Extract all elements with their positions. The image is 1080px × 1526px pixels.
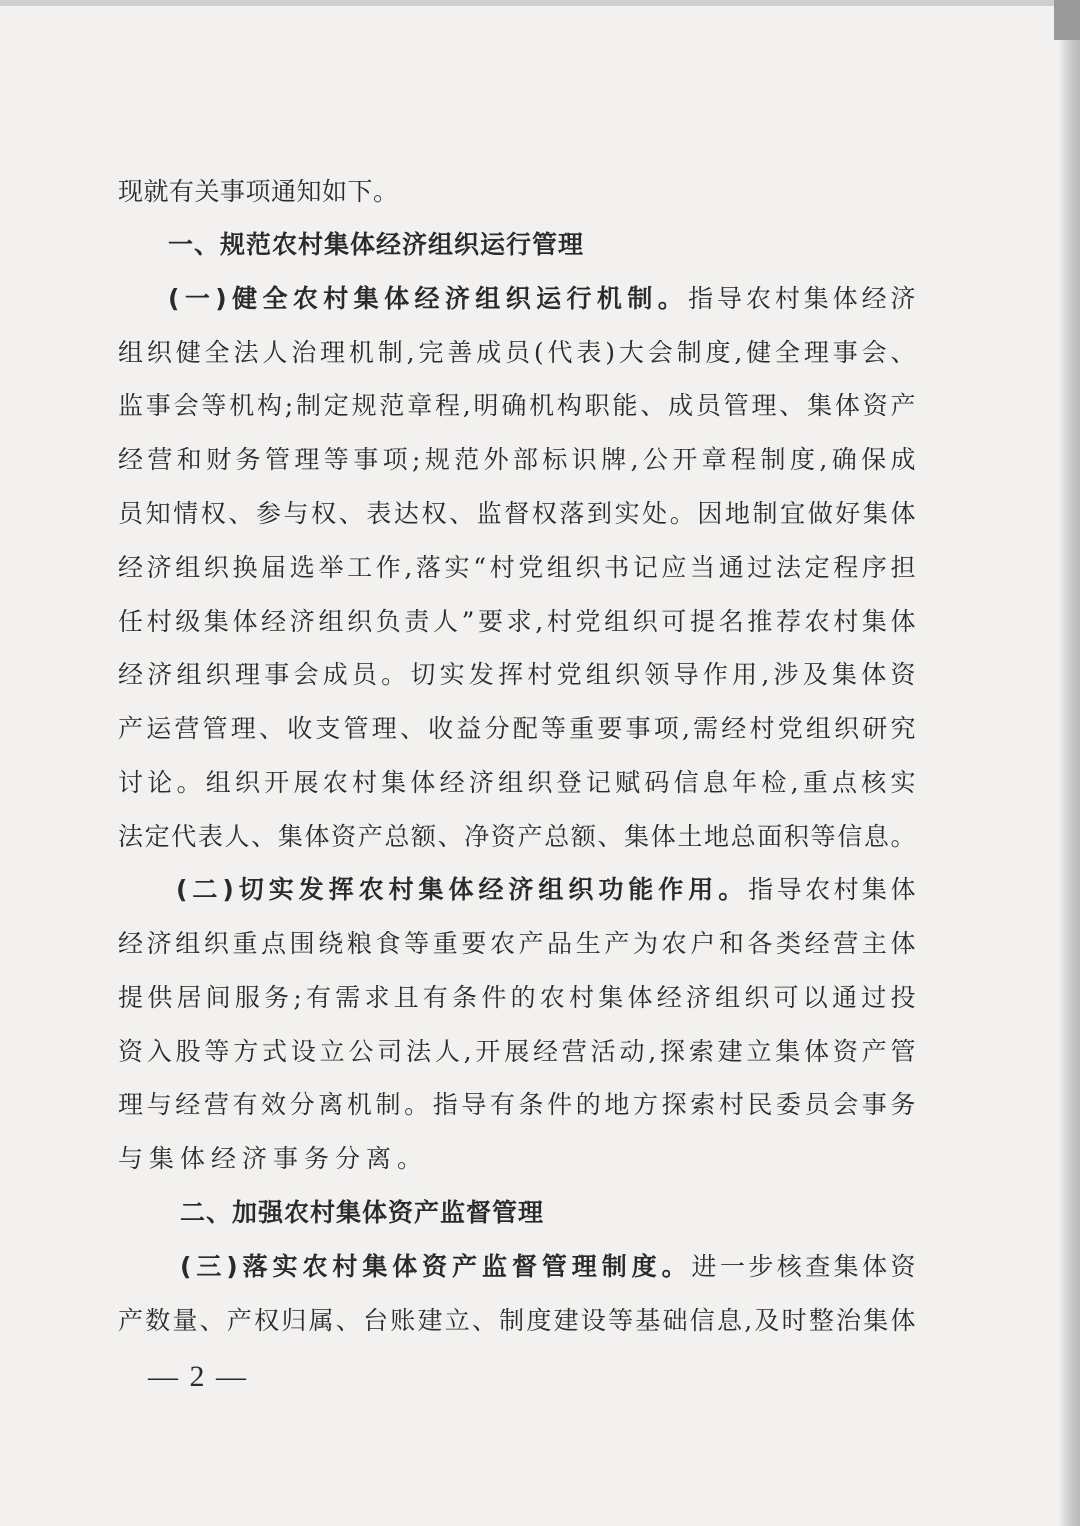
section-heading-1: 一、规范农村集体经济组织运行管理	[168, 230, 585, 259]
paragraph-1-lead: 指导农村集体经济	[688, 284, 916, 313]
paragraph-1-line: 任村级集体经济组织负责人”要求,村党组织可提名推荐农村集体	[118, 607, 916, 636]
page-corner-shadow	[1054, 0, 1080, 40]
subsection-title-1: (一)健全农村集体经济组织运行机制。	[168, 284, 689, 313]
paragraph-2-line: 提供居间服务;有需求且有条件的农村集体经济组织可以通过投	[118, 983, 916, 1012]
paragraph-1-line: 法定代表人、集体资产总额、净资产总额、集体土地总面积等信息。	[118, 822, 916, 851]
section-heading-2: 二、加强农村集体资产监督管理	[180, 1198, 545, 1227]
paragraph-3-lead: 进一步核查集体资	[691, 1252, 916, 1281]
paragraph-2-first-line	[176, 872, 916, 908]
paragraph-1-first-line	[168, 281, 916, 317]
paragraph-2-line: 理与经营有效分离机制。指导有条件的地方探索村民委员会事务	[118, 1090, 916, 1119]
paragraph-1-line: 经营和财务管理等事项;规范外部标识牌,公开章程制度,确保成	[118, 445, 916, 474]
paragraph-1-line: 组织健全法人治理机制,完善成员(代表)大会制度,健全理事会、	[118, 338, 916, 367]
paragraph-2-lead: 指导农村集体	[748, 875, 916, 904]
paragraph-1-line: 经济组织换届选举工作,落实“村党组织书记应当通过法定程序担	[118, 553, 916, 582]
paragraph-3-line: 产数量、产权归属、台账建立、制度建设等基础信息,及时整治集体	[118, 1306, 916, 1335]
paragraph-1-line: 经济组织理事会成员。切实发挥村党组织领导作用,涉及集体资	[118, 660, 916, 689]
subsection-title-2: (二)切实发挥农村集体经济组织功能作用。	[176, 875, 749, 904]
paragraph-2-line: 资入股等方式设立公司法人,开展经营活动,探索建立集体资产管	[118, 1037, 916, 1066]
page-top-edge	[0, 0, 1060, 6]
paragraph-3-first-line	[180, 1249, 916, 1285]
intro-line: 现就有关事项通知如下。	[118, 177, 399, 206]
subsection-title-3: (三)落实农村集体资产监督管理制度。	[180, 1252, 692, 1281]
paragraph-1-line: 员知情权、参与权、表达权、监督权落到实处。因地制宜做好集体	[118, 499, 916, 528]
paragraph-1-line: 监事会等机构;制定规范章程,明确机构职能、成员管理、集体资产	[118, 391, 916, 420]
paragraph-1-line: 产运营管理、收支管理、收益分配等重要事项,需经村党组织研究	[118, 714, 916, 743]
page-number: — 2 —	[148, 1360, 248, 1393]
paragraph-2-line: 与集体经济事务分离。	[118, 1144, 429, 1173]
page-right-shadow	[1058, 0, 1080, 1526]
paragraph-2-line: 经济组织重点围绕粮食等重要农产品生产为农户和各类经营主体	[118, 929, 916, 958]
paragraph-1-line: 讨论。组织开展农村集体经济组织登记赋码信息年检,重点核实	[118, 768, 916, 797]
